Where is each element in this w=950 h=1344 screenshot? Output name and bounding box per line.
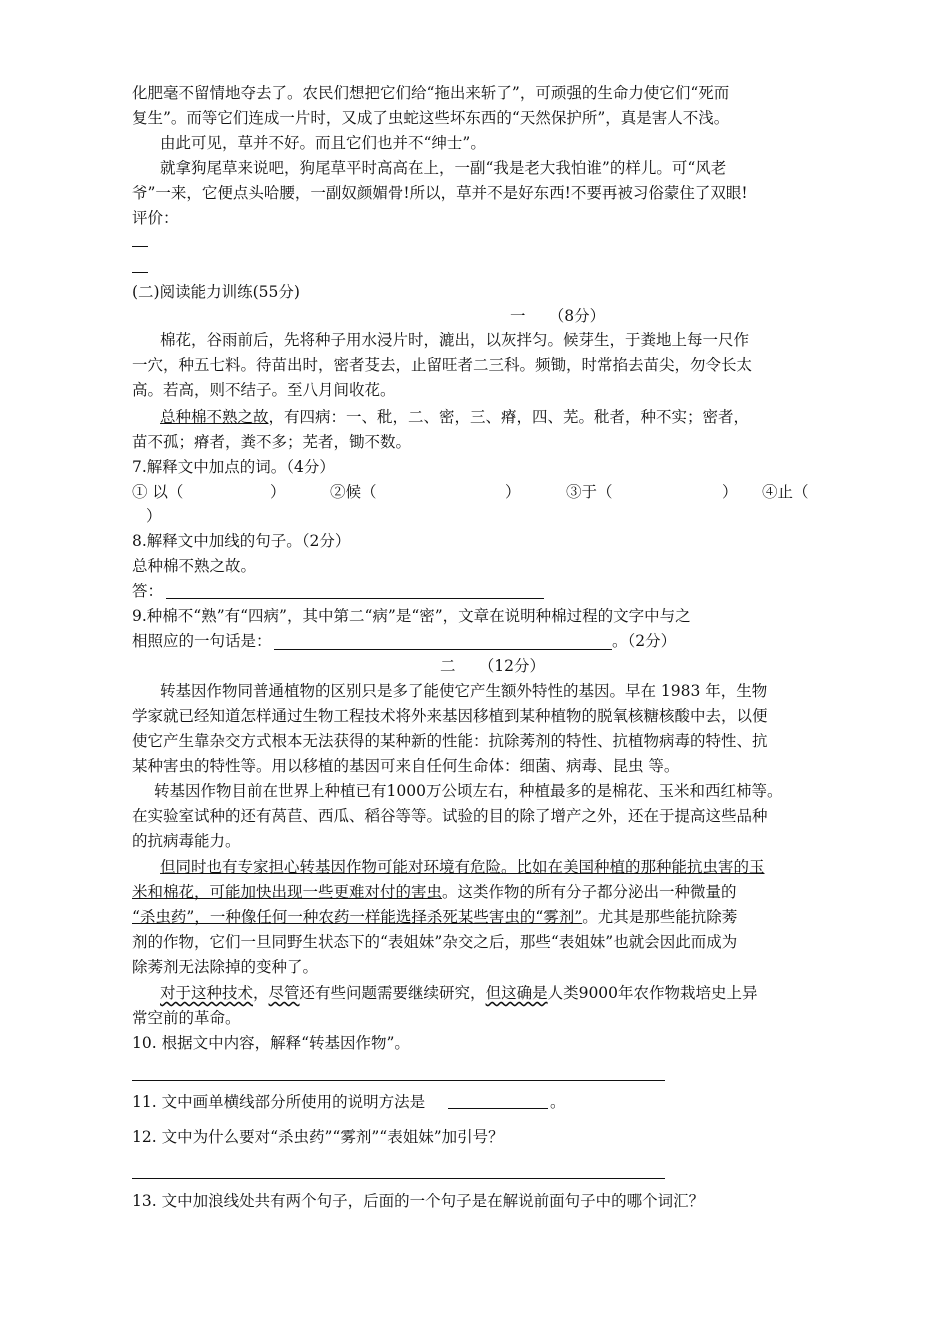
wavy-underlined-text: 但这确是	[485, 984, 548, 1002]
underlined-sentence: 总种棉不熟之故	[160, 408, 269, 426]
wavy-underlined-text: 对于这种技术	[160, 984, 254, 1002]
q9-prompt: 相照应的一句话是：	[132, 632, 272, 650]
question-9: 9.种棉不“熟”有“四病”，其中第二“病”是“密”，文章在说明种棉过程的文字中与之	[132, 607, 691, 625]
question-10: 10. 根据文中内容，解释“转基因作物”。	[132, 1034, 410, 1052]
article-line: 转基因作物同普通植物的区别只是多了能使它产生额外特性的基因。早在 1983 年，生物	[160, 682, 768, 700]
article-line: 使它产生靠杂交方式根本无法获得的某种新的性能：抗除莠剂的特性、抗植物病毒的特性、抗	[132, 732, 768, 750]
q7-option-3-close: ）	[722, 483, 738, 501]
q10-answer-line[interactable]	[132, 1080, 665, 1081]
article-line: 某种害虫的特性等。用以移植的基因可来自任何生命体：细菌、病毒、昆虫 等。	[132, 757, 680, 775]
q7-option-1-close: ）	[270, 483, 286, 501]
passage-line: 就拿狗尾草来说吧，狗尾草平时高高在上，一副“我是老大我怕谁”的样儿。可“风老	[160, 159, 727, 177]
classical-text-line: 棉花，谷雨前后，先将种子用水浸片时，漉出，以灰拌匀。候芽生，于粪地上每一尺作	[160, 331, 750, 349]
passage-line: 化肥毫不留情地夺去了。农民们想把它们给“拖出来斩了”，可顽强的生命力使它们“死而	[132, 84, 730, 102]
question-12: 12. 文中为什么要对“杀虫药”“雾剂”“表姐妹”加引号？	[132, 1128, 504, 1146]
passage-line: 由此可见，草并不好。而且它们也并不“绅士”。	[160, 134, 486, 152]
q7-option-2: ②候（	[330, 483, 377, 501]
question-11: 11. 文中画单横线部分所使用的说明方法是	[132, 1093, 426, 1111]
article-line: 的抗病毒能力。	[132, 832, 241, 850]
classical-text-line: 高。若高，则不结子。至八月间收花。	[132, 381, 396, 399]
q11-suffix: 。	[550, 1093, 566, 1111]
evaluation-label: 评价：	[132, 209, 179, 227]
passage-line: 复生”。而等它们连成一片时，又成了虫蛇这些坏东西的“天然保护所”，真是害人不浅。	[132, 109, 730, 127]
q8-answer-label: 答：	[132, 582, 164, 600]
q11-answer-line[interactable]	[448, 1108, 548, 1109]
classical-text-line: 总种棉不熟之故，有四病：一、秕，二、密，三、瘠，四、芜。秕者，种不实；密者，	[160, 408, 750, 426]
article-line: 转基因作物目前在世界上种植已有1000万公顷左右，种植最多的是棉花、玉米和西红柿等。	[154, 782, 783, 800]
article-line: “杀虫药”，一种像任何一种农药一样能选择杀死某些害虫的“雾剂”。尤其是那些能抗除莠	[132, 908, 738, 926]
article-line: 常空前的革命。	[132, 1009, 241, 1027]
wavy-underlined-text: 尽管	[268, 984, 300, 1002]
q7-option-4-close: ）	[146, 507, 162, 525]
part-two-header: 二 （12分）	[440, 657, 545, 675]
q9-score: 。（2分）	[612, 632, 677, 650]
question-13: 13. 文中加浪线处共有两个句子，后面的一个句子是在解说前面句子中的哪个词汇？	[132, 1192, 705, 1210]
classical-text-line: 一穴，种五七料。待苗出时，密者芟去，止留旺者二三科。频锄，时常掐去苗尖，勿令长太	[132, 356, 753, 374]
single-underlined-text: “杀虫药”，一种像任何一种农药一样能选择杀死某些害虫的“雾剂”	[132, 908, 583, 926]
q12-answer-line[interactable]	[132, 1178, 665, 1179]
single-underlined-text: 但同时也有专家担心转基因作物可能对环境有危险。比如在美国种植的那种能抗虫害的玉	[160, 858, 765, 876]
q7-option-3: ③于（	[566, 483, 613, 501]
q7-option-1: ① 以（	[132, 483, 184, 501]
question-7: 7.解释文中加点的词。（4分）	[132, 458, 335, 476]
section-title: (二)阅读能力训练(55分)	[132, 283, 300, 301]
article-line: 在实验室试种的还有莴苣、西瓜、稻谷等等。试验的目的除了增产之外，还在于提高这些品种	[132, 807, 768, 825]
article-line: 对于这种技术，尽管还有些问题需要继续研究，但这确是人类9000年农作物栽培史上异	[160, 984, 758, 1002]
article-line	[160, 856, 765, 878]
q9-answer-line[interactable]	[274, 649, 612, 650]
answer-blank	[132, 246, 148, 247]
answer-blank	[132, 272, 148, 273]
part-one-header: 一 （8分）	[510, 307, 606, 325]
article-line: 米和棉花，可能加快出现一些更难对付的害虫。这类作物的所有分子都分泌出一种微量的	[132, 883, 737, 901]
article-line: 学家就已经知道怎样通过生物工程技术将外来基因移植到某种植物的脱氧核糖核酸中去，以便	[132, 707, 768, 725]
q8-sentence: 总种棉不熟之故。	[132, 557, 257, 575]
question-8: 8.解释文中加线的句子。（2分）	[132, 532, 351, 550]
q8-answer-line[interactable]	[166, 598, 544, 599]
q7-option-2-close: ）	[505, 483, 521, 501]
classical-text-line: 苗不孤；瘠者，粪不多；芜者，锄不数。	[132, 433, 412, 451]
article-line: 剂的作物，它们一旦同野生状态下的“表姐妹”杂交之后，那些“表姐妹”也就会因此而成为	[132, 933, 738, 951]
single-underlined-text: 米和棉花，可能加快出现一些更难对付的害虫	[132, 883, 443, 901]
passage-line: 爷”一来，它便点头哈腰，一副奴颜媚骨!所以，草并不是好东西!不要再被习俗蒙住了双眼!	[132, 184, 748, 202]
article-line: 除莠剂无法除掉的变种了。	[132, 958, 319, 976]
q7-option-4: ④止（	[762, 483, 809, 501]
